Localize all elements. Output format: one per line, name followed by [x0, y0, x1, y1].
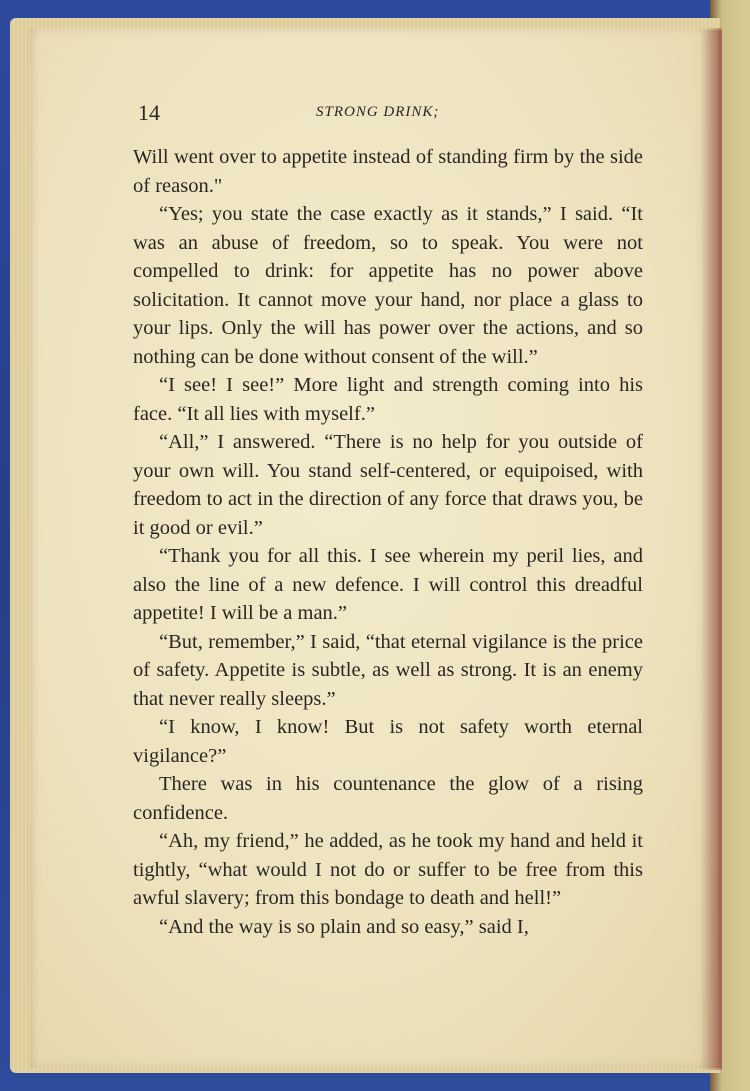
paragraph: “Yes; you state the case exactly as it stands,” I said. “It was an abuse of freedom, so to speak. You were not compelled to drink: for appetite has no power above solicitation. It cannot move your hand, nor place a glass to your lips. Only the will has power over the actions, and so nothing can be done without consent of the will.”: [133, 203, 643, 368]
paragraph: There was in his countenance the glow of a rising confidence.: [133, 773, 643, 824]
paragraph: “All,” I answered. “There is no help for you outside of your own will. You stand self-centered, or equipoised, with freedom to act in the direction of any force that draws you, be it good or evil.”: [133, 431, 643, 539]
page-header: [138, 100, 658, 130]
paragraph: Will went over to appetite instead of standing firm by the side of reason.": [133, 146, 643, 197]
body-text: [133, 143, 643, 941]
page-number: 14: [138, 100, 160, 125]
running-title: STRONG DRINK;: [316, 104, 440, 120]
paragraph: “Ah, my friend,” he added, as he took my hand and held it tightly, “what would I not do or suffer to be free from this awful slavery; from this bondage to death and hell!”: [133, 830, 643, 909]
gutter-shadow: [700, 30, 722, 1070]
paragraph: “And the way is so plain and so easy,” said I,: [159, 915, 529, 938]
paragraph: “But, remember,” I said, “that eternal vigilance is the price of safety. Appetite is subtle, as well as strong. It is an enemy that never really sleeps.”: [133, 630, 643, 710]
paragraph: “I see! I see!” More light and strength coming into his face. “It all lies with myself.”: [133, 374, 643, 425]
paragraph: “Thank you for all this. I see wherein my peril lies, and also the line of a new defence. I will control this dreadful appetite! I will be a man.”: [133, 545, 643, 624]
paragraph: “I know, I know! But is not safety worth eternal vigilance?”: [133, 716, 643, 767]
